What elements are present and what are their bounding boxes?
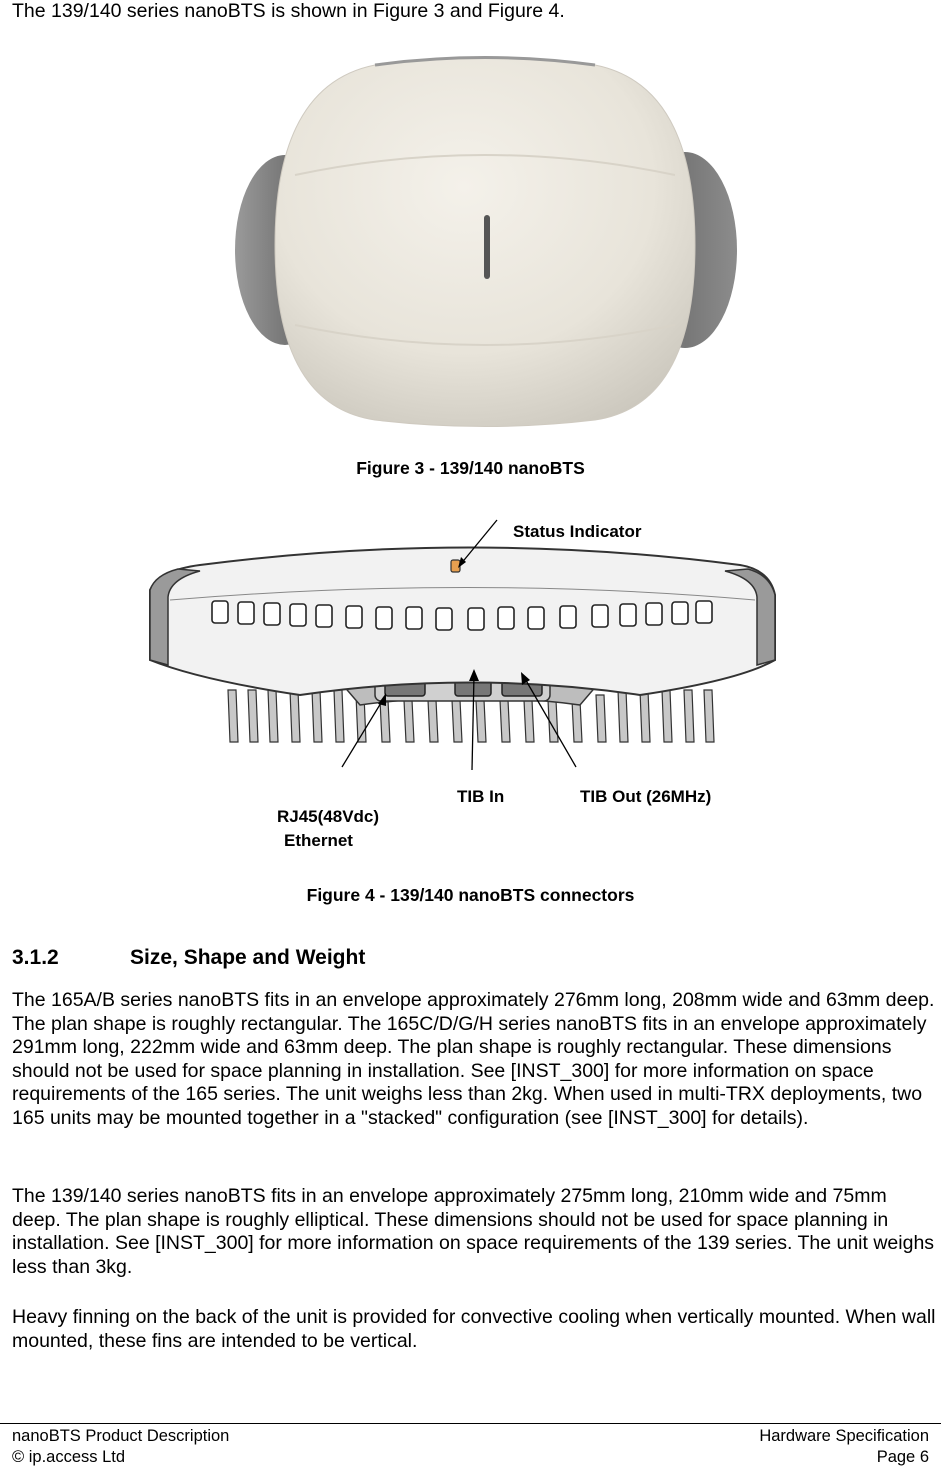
figure-4-connectors-diagram: [0, 505, 941, 860]
footer-doc-title: nanoBTS Product Description: [12, 1427, 230, 1445]
figure-4-caption: Figure 4 - 139/140 nanoBTS connectors: [306, 885, 635, 905]
section-title: Size, Shape and Weight: [130, 946, 366, 969]
status-slot: [484, 215, 490, 279]
label-rj45: RJ45(48Vdc): [277, 807, 380, 826]
page-footer: [0, 1423, 941, 1466]
paragraph-165-series: The 165A/B series nanoBTS fits in an envelope approximately 276mm long, 208mm wide and 63mm deep. The plan shape is roughly rectangular. The 165C/D/G/H series nanoBTS fits in an envelope approximately 291mm long, 222mm wide and 63mm deep. The plan shape is roughly rectangular. These dimensions should not be used for space planning in installation. See [INST_300] for more information on space requirements of the 165 series. The unit weighs less than 2kg. When used in multi-TRX deployments, two 165 units may be mounted together in a "stacked" configuration (see [INST_300] for details).: [12, 989, 935, 1129]
footer-copyright: © ip.access Ltd: [12, 1448, 126, 1466]
section-heading: [12, 946, 365, 970]
label-tib-out: TIB Out (26MHz): [580, 787, 712, 806]
footer-page-number: Page 6: [876, 1448, 929, 1466]
label-ethernet: Ethernet: [284, 831, 353, 850]
figure-3-nanobts-image: [225, 55, 745, 435]
footer-section: Hardware Specification: [759, 1427, 929, 1445]
paragraph-finning: Heavy finning on the back of the unit is provided for convective cooling when vertically mounted. When wall mounted, these fins are intended to be vertical.: [12, 1306, 936, 1352]
label-status-indicator: Status Indicator: [513, 522, 642, 541]
label-tib-in: TIB In: [457, 787, 505, 806]
paragraph-139-series: The 139/140 series nanoBTS fits in an envelope approximately 275mm long, 210mm wide and 75mm deep. The plan shape is roughly elliptical. These dimensions should not be used for space planning in installation. See [INST_300] for more information on space requirements of the 139 series. The unit weighs less than 3kg.: [12, 1185, 935, 1278]
section-number: 3.1.2: [12, 946, 59, 969]
figure-3-caption: Figure 3 - 139/140 nanoBTS: [356, 458, 585, 478]
intro-text: The 139/140 series nanoBTS is shown in Figure 3 and Figure 4.: [12, 0, 565, 22]
